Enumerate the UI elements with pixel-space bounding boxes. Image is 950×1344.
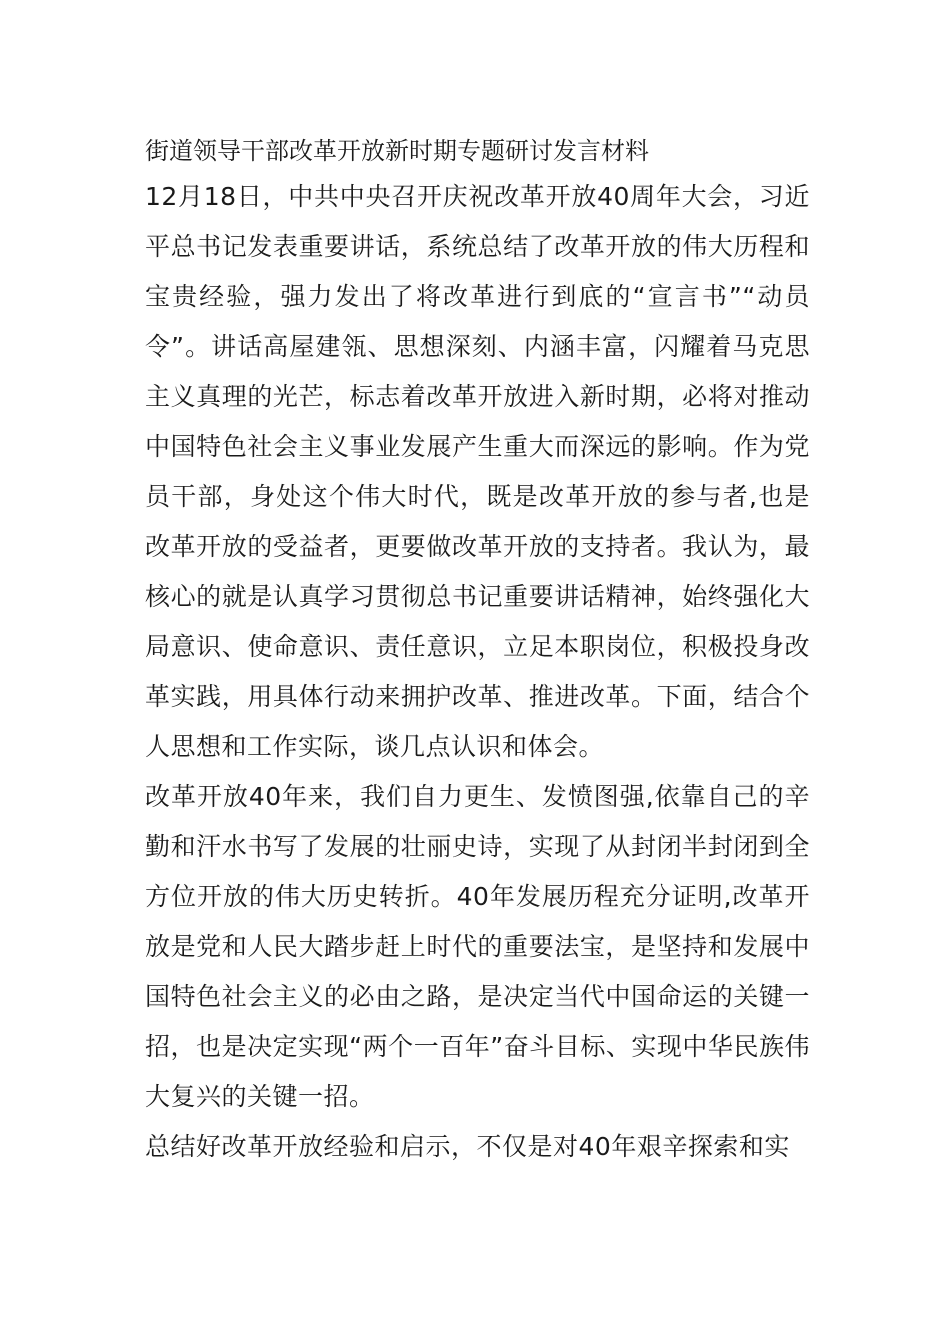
paragraph-2: 改革开放40年来，我们自力更生、发愤图强,依靠自己的辛勤和汗水书写了发展的壮丽史诗，实现了从封闭半封闭到全方位开放的伟大历史转折。40年发展历程充分证明,改革开放是党和人民大踏步赶上时代的重要法宝，是坚持和发展中国特色社会主义的必由之路，是决定当代中国命运的关键一招，也是决定实现“两个一百年”奋斗目标、实现中华民族伟大复兴的关键一招。 (145, 782, 810, 1111)
document-title: 街道领导干部改革开放新时期专题研讨发言材料 (145, 137, 649, 165)
paragraph-1: 12月18日，中共中央召开庆祝改革开放40周年大会，习近平总书记发表重要讲话，系统总结了改革开放的伟大历程和宝贵经验，强力发出了将改革进行到底的“宣言书”“动员令”。讲话高屋建瓴、思想深刻、内涵丰富，闪耀着马克思主义真理的光芒，标志着改革开放进入新时期，必将对推动中国特色社会主义事业发展产生重大而深远的影响。作为党员干部，身处这个伟大时代，既是改革开放的参与者,也是改革开放的受益者，更要做改革开放的支持者。我认为，最核心的就是认真学习贯彻总书记重要讲话精神，始终强化大局意识、使命意识、责任意识，立足本职岗位，积极投身改革实践，用具体行动来拥护改革、推进改革。下面，结合个人思想和工作实际，谈几点认识和体会。 (145, 182, 810, 761)
document-body (145, 130, 810, 1172)
paragraph-3: 总结好改革开放经验和启示，不仅是对40年艰辛探索和实 (145, 1132, 790, 1161)
